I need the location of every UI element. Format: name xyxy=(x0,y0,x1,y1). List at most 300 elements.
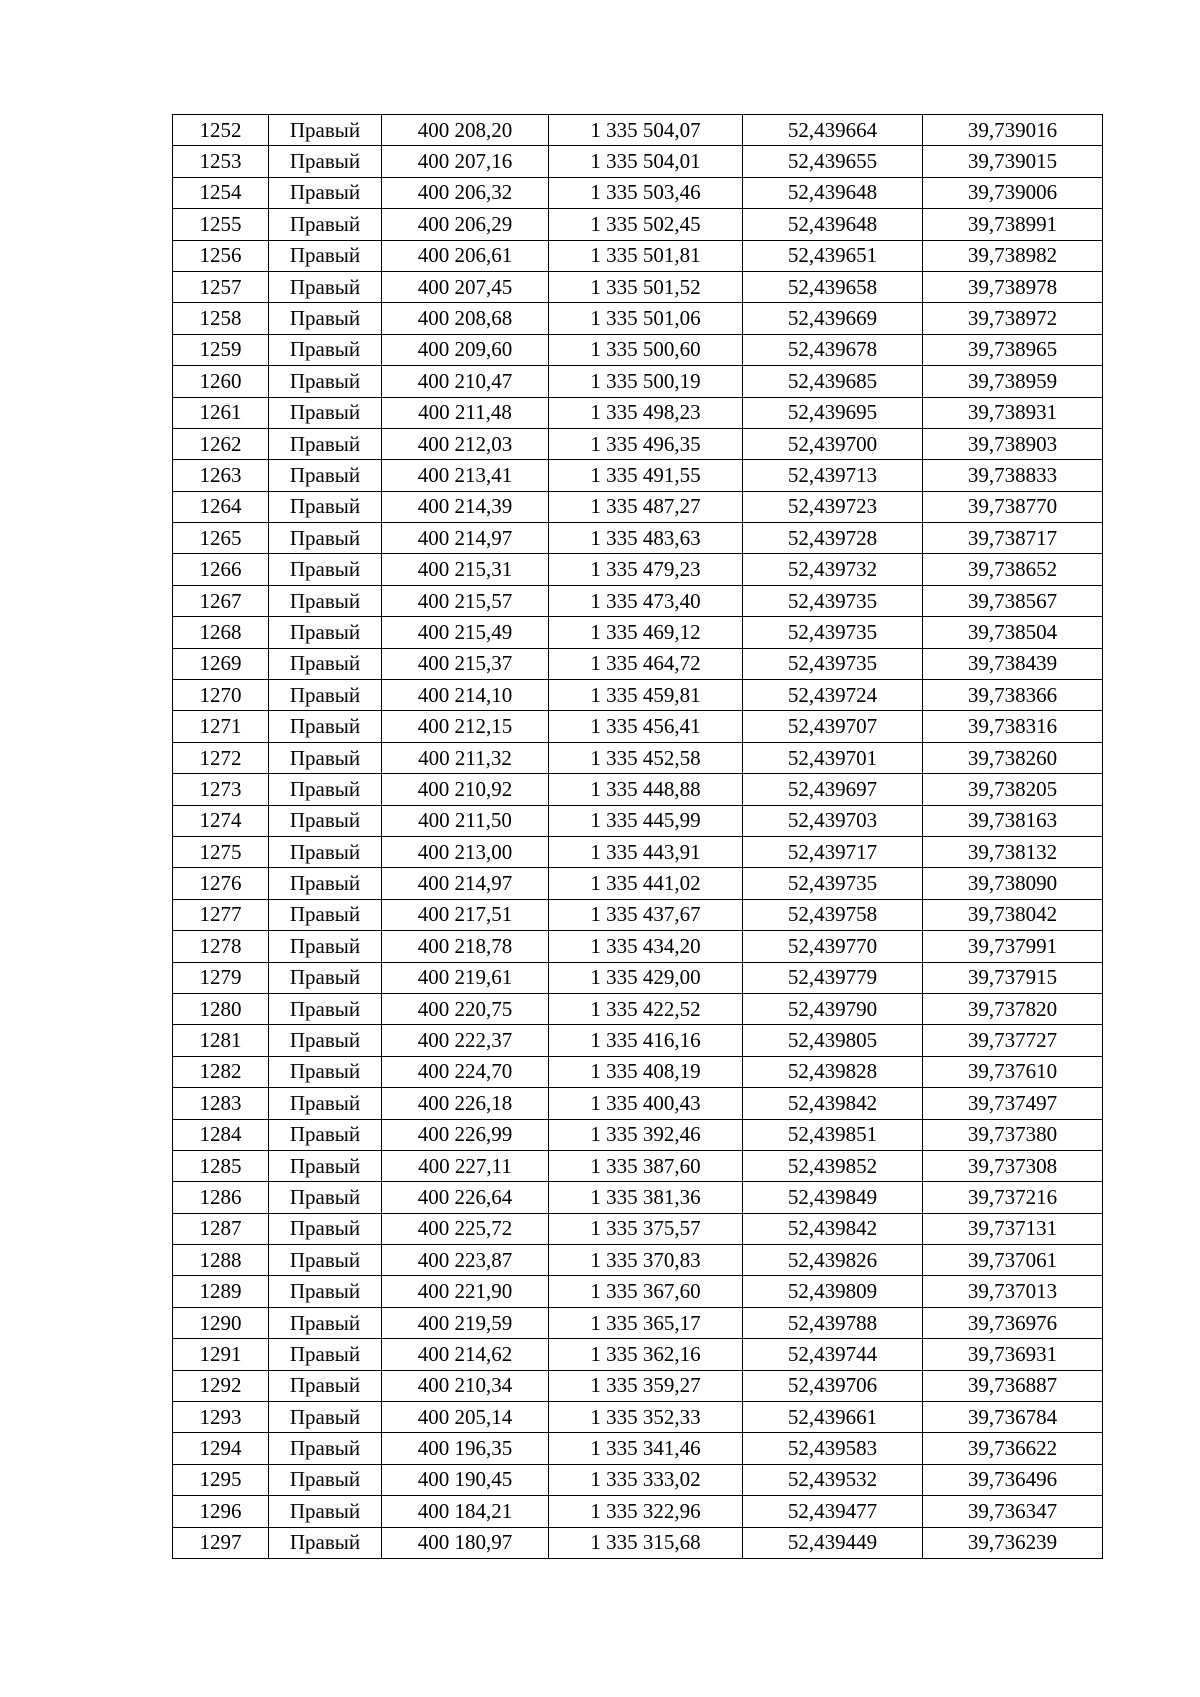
y-coordinate-cell: 1 335 443,91 xyxy=(549,836,743,867)
table-row xyxy=(173,1370,1103,1401)
longitude-cell: 39,737915 xyxy=(923,962,1103,993)
y-coordinate-cell: 1 335 459,81 xyxy=(549,680,743,711)
table-row xyxy=(173,554,1103,585)
side-cell: Правый xyxy=(269,554,382,585)
longitude-cell: 39,736496 xyxy=(923,1464,1103,1495)
x-coordinate-cell: 400 211,32 xyxy=(382,742,549,773)
table-row xyxy=(173,1150,1103,1181)
y-coordinate-cell: 1 335 392,46 xyxy=(549,1119,743,1150)
x-coordinate-cell: 400 227,11 xyxy=(382,1150,549,1181)
point-number-cell: 1254 xyxy=(173,177,269,208)
point-number-cell: 1256 xyxy=(173,240,269,271)
y-coordinate-cell: 1 335 473,40 xyxy=(549,585,743,616)
table-row xyxy=(173,209,1103,240)
point-number-cell: 1269 xyxy=(173,648,269,679)
x-coordinate-cell: 400 213,41 xyxy=(382,460,549,491)
x-coordinate-cell: 400 206,61 xyxy=(382,240,549,271)
longitude-cell: 39,738504 xyxy=(923,617,1103,648)
longitude-cell: 39,737308 xyxy=(923,1150,1103,1181)
side-cell: Правый xyxy=(269,177,382,208)
latitude-cell: 52,439735 xyxy=(743,648,923,679)
side-cell: Правый xyxy=(269,1025,382,1056)
latitude-cell: 52,439664 xyxy=(743,115,923,146)
longitude-cell: 39,738090 xyxy=(923,868,1103,899)
longitude-cell: 39,738132 xyxy=(923,836,1103,867)
point-number-cell: 1289 xyxy=(173,1276,269,1307)
point-number-cell: 1296 xyxy=(173,1496,269,1527)
x-coordinate-cell: 400 208,68 xyxy=(382,303,549,334)
x-coordinate-cell: 400 210,92 xyxy=(382,774,549,805)
longitude-cell: 39,738770 xyxy=(923,491,1103,522)
longitude-cell: 39,737610 xyxy=(923,1056,1103,1087)
side-cell: Правый xyxy=(269,1056,382,1087)
side-cell: Правый xyxy=(269,523,382,554)
point-number-cell: 1271 xyxy=(173,711,269,742)
side-cell: Правый xyxy=(269,805,382,836)
y-coordinate-cell: 1 335 429,00 xyxy=(549,962,743,993)
y-coordinate-cell: 1 335 381,36 xyxy=(549,1182,743,1213)
x-coordinate-cell: 400 217,51 xyxy=(382,899,549,930)
side-cell: Правый xyxy=(269,209,382,240)
x-coordinate-cell: 400 211,48 xyxy=(382,397,549,428)
table-row xyxy=(173,648,1103,679)
side-cell: Правый xyxy=(269,1213,382,1244)
table-row xyxy=(173,303,1103,334)
latitude-cell: 52,439723 xyxy=(743,491,923,522)
table-row xyxy=(173,491,1103,522)
x-coordinate-cell: 400 218,78 xyxy=(382,931,549,962)
y-coordinate-cell: 1 335 422,52 xyxy=(549,993,743,1024)
longitude-cell: 39,738717 xyxy=(923,523,1103,554)
latitude-cell: 52,439828 xyxy=(743,1056,923,1087)
side-cell: Правый xyxy=(269,1150,382,1181)
x-coordinate-cell: 400 219,59 xyxy=(382,1307,549,1338)
longitude-cell: 39,738366 xyxy=(923,680,1103,711)
side-cell: Правый xyxy=(269,899,382,930)
table-row xyxy=(173,1088,1103,1119)
table-row xyxy=(173,805,1103,836)
table-row xyxy=(173,428,1103,459)
y-coordinate-cell: 1 335 362,16 xyxy=(549,1339,743,1370)
latitude-cell: 52,439700 xyxy=(743,428,923,459)
table-row xyxy=(173,711,1103,742)
longitude-cell: 39,736976 xyxy=(923,1307,1103,1338)
side-cell: Правый xyxy=(269,303,382,334)
longitude-cell: 39,738972 xyxy=(923,303,1103,334)
point-number-cell: 1280 xyxy=(173,993,269,1024)
longitude-cell: 39,738260 xyxy=(923,742,1103,773)
point-number-cell: 1255 xyxy=(173,209,269,240)
y-coordinate-cell: 1 335 500,60 xyxy=(549,334,743,365)
y-coordinate-cell: 1 335 387,60 xyxy=(549,1150,743,1181)
latitude-cell: 52,439655 xyxy=(743,146,923,177)
latitude-cell: 52,439695 xyxy=(743,397,923,428)
latitude-cell: 52,439851 xyxy=(743,1119,923,1150)
x-coordinate-cell: 400 206,29 xyxy=(382,209,549,240)
point-number-cell: 1266 xyxy=(173,554,269,585)
x-coordinate-cell: 400 206,32 xyxy=(382,177,549,208)
latitude-cell: 52,439790 xyxy=(743,993,923,1024)
point-number-cell: 1265 xyxy=(173,523,269,554)
table-row xyxy=(173,177,1103,208)
latitude-cell: 52,439583 xyxy=(743,1433,923,1464)
side-cell: Правый xyxy=(269,146,382,177)
table-row xyxy=(173,1464,1103,1495)
point-number-cell: 1284 xyxy=(173,1119,269,1150)
point-number-cell: 1295 xyxy=(173,1464,269,1495)
latitude-cell: 52,439648 xyxy=(743,209,923,240)
table-row xyxy=(173,334,1103,365)
latitude-cell: 52,439685 xyxy=(743,366,923,397)
point-number-cell: 1275 xyxy=(173,836,269,867)
table-row xyxy=(173,774,1103,805)
side-cell: Правый xyxy=(269,1464,382,1495)
longitude-cell: 39,739015 xyxy=(923,146,1103,177)
longitude-cell: 39,738439 xyxy=(923,648,1103,679)
point-number-cell: 1285 xyxy=(173,1150,269,1181)
side-cell: Правый xyxy=(269,240,382,271)
point-number-cell: 1270 xyxy=(173,680,269,711)
latitude-cell: 52,439728 xyxy=(743,523,923,554)
y-coordinate-cell: 1 335 501,52 xyxy=(549,271,743,302)
latitude-cell: 52,439701 xyxy=(743,742,923,773)
table-row xyxy=(173,836,1103,867)
point-number-cell: 1259 xyxy=(173,334,269,365)
side-cell: Правый xyxy=(269,1245,382,1276)
point-number-cell: 1293 xyxy=(173,1402,269,1433)
longitude-cell: 39,738931 xyxy=(923,397,1103,428)
latitude-cell: 52,439842 xyxy=(743,1213,923,1244)
side-cell: Правый xyxy=(269,962,382,993)
longitude-cell: 39,738567 xyxy=(923,585,1103,616)
point-number-cell: 1257 xyxy=(173,271,269,302)
latitude-cell: 52,439724 xyxy=(743,680,923,711)
point-number-cell: 1268 xyxy=(173,617,269,648)
latitude-cell: 52,439449 xyxy=(743,1527,923,1558)
x-coordinate-cell: 400 207,16 xyxy=(382,146,549,177)
longitude-cell: 39,737727 xyxy=(923,1025,1103,1056)
latitude-cell: 52,439744 xyxy=(743,1339,923,1370)
latitude-cell: 52,439717 xyxy=(743,836,923,867)
side-cell: Правый xyxy=(269,1370,382,1401)
x-coordinate-cell: 400 226,18 xyxy=(382,1088,549,1119)
y-coordinate-cell: 1 335 501,06 xyxy=(549,303,743,334)
longitude-cell: 39,736347 xyxy=(923,1496,1103,1527)
y-coordinate-cell: 1 335 464,72 xyxy=(549,648,743,679)
latitude-cell: 52,439779 xyxy=(743,962,923,993)
longitude-cell: 39,736784 xyxy=(923,1402,1103,1433)
y-coordinate-cell: 1 335 359,27 xyxy=(549,1370,743,1401)
table-row xyxy=(173,868,1103,899)
x-coordinate-cell: 400 207,45 xyxy=(382,271,549,302)
side-cell: Правый xyxy=(269,680,382,711)
table-body xyxy=(173,115,1103,1559)
point-number-cell: 1288 xyxy=(173,1245,269,1276)
longitude-cell: 39,737820 xyxy=(923,993,1103,1024)
side-cell: Правый xyxy=(269,366,382,397)
point-number-cell: 1279 xyxy=(173,962,269,993)
longitude-cell: 39,737380 xyxy=(923,1119,1103,1150)
table-row xyxy=(173,1339,1103,1370)
y-coordinate-cell: 1 335 491,55 xyxy=(549,460,743,491)
point-number-cell: 1277 xyxy=(173,899,269,930)
x-coordinate-cell: 400 215,49 xyxy=(382,617,549,648)
x-coordinate-cell: 400 210,47 xyxy=(382,366,549,397)
longitude-cell: 39,738991 xyxy=(923,209,1103,240)
table-row xyxy=(173,1276,1103,1307)
point-number-cell: 1287 xyxy=(173,1213,269,1244)
latitude-cell: 52,439703 xyxy=(743,805,923,836)
table-row xyxy=(173,1433,1103,1464)
latitude-cell: 52,439669 xyxy=(743,303,923,334)
x-coordinate-cell: 400 211,50 xyxy=(382,805,549,836)
side-cell: Правый xyxy=(269,1182,382,1213)
y-coordinate-cell: 1 335 367,60 xyxy=(549,1276,743,1307)
y-coordinate-cell: 1 335 479,23 xyxy=(549,554,743,585)
x-coordinate-cell: 400 220,75 xyxy=(382,993,549,1024)
y-coordinate-cell: 1 335 341,46 xyxy=(549,1433,743,1464)
x-coordinate-cell: 400 213,00 xyxy=(382,836,549,867)
y-coordinate-cell: 1 335 456,41 xyxy=(549,711,743,742)
table-row xyxy=(173,1245,1103,1276)
x-coordinate-cell: 400 205,14 xyxy=(382,1402,549,1433)
side-cell: Правый xyxy=(269,271,382,302)
y-coordinate-cell: 1 335 445,99 xyxy=(549,805,743,836)
table-row xyxy=(173,1213,1103,1244)
latitude-cell: 52,439805 xyxy=(743,1025,923,1056)
longitude-cell: 39,738833 xyxy=(923,460,1103,491)
latitude-cell: 52,439735 xyxy=(743,585,923,616)
x-coordinate-cell: 400 226,64 xyxy=(382,1182,549,1213)
side-cell: Правый xyxy=(269,648,382,679)
longitude-cell: 39,738205 xyxy=(923,774,1103,805)
side-cell: Правый xyxy=(269,774,382,805)
table-row xyxy=(173,617,1103,648)
y-coordinate-cell: 1 335 498,23 xyxy=(549,397,743,428)
longitude-cell: 39,737991 xyxy=(923,931,1103,962)
side-cell: Правый xyxy=(269,1088,382,1119)
x-coordinate-cell: 400 222,37 xyxy=(382,1025,549,1056)
latitude-cell: 52,439826 xyxy=(743,1245,923,1276)
y-coordinate-cell: 1 335 408,19 xyxy=(549,1056,743,1087)
point-number-cell: 1286 xyxy=(173,1182,269,1213)
coordinates-table xyxy=(172,114,1103,1559)
x-coordinate-cell: 400 214,10 xyxy=(382,680,549,711)
table-row xyxy=(173,899,1103,930)
longitude-cell: 39,738965 xyxy=(923,334,1103,365)
x-coordinate-cell: 400 214,97 xyxy=(382,523,549,554)
side-cell: Правый xyxy=(269,585,382,616)
y-coordinate-cell: 1 335 400,43 xyxy=(549,1088,743,1119)
longitude-cell: 39,738982 xyxy=(923,240,1103,271)
longitude-cell: 39,736622 xyxy=(923,1433,1103,1464)
x-coordinate-cell: 400 212,03 xyxy=(382,428,549,459)
latitude-cell: 52,439758 xyxy=(743,899,923,930)
y-coordinate-cell: 1 335 322,96 xyxy=(549,1496,743,1527)
y-coordinate-cell: 1 335 500,19 xyxy=(549,366,743,397)
table-row xyxy=(173,993,1103,1024)
y-coordinate-cell: 1 335 487,27 xyxy=(549,491,743,522)
table-row xyxy=(173,962,1103,993)
x-coordinate-cell: 400 223,87 xyxy=(382,1245,549,1276)
latitude-cell: 52,439651 xyxy=(743,240,923,271)
table-row xyxy=(173,366,1103,397)
x-coordinate-cell: 400 208,20 xyxy=(382,115,549,146)
y-coordinate-cell: 1 335 452,58 xyxy=(549,742,743,773)
longitude-cell: 39,738903 xyxy=(923,428,1103,459)
latitude-cell: 52,439732 xyxy=(743,554,923,585)
side-cell: Правый xyxy=(269,1402,382,1433)
side-cell: Правый xyxy=(269,1339,382,1370)
table-row xyxy=(173,1056,1103,1087)
longitude-cell: 39,737013 xyxy=(923,1276,1103,1307)
point-number-cell: 1253 xyxy=(173,146,269,177)
latitude-cell: 52,439852 xyxy=(743,1150,923,1181)
table-row xyxy=(173,397,1103,428)
x-coordinate-cell: 400 215,57 xyxy=(382,585,549,616)
latitude-cell: 52,439678 xyxy=(743,334,923,365)
longitude-cell: 39,738316 xyxy=(923,711,1103,742)
latitude-cell: 52,439713 xyxy=(743,460,923,491)
side-cell: Правый xyxy=(269,115,382,146)
side-cell: Правый xyxy=(269,397,382,428)
y-coordinate-cell: 1 335 315,68 xyxy=(549,1527,743,1558)
longitude-cell: 39,736239 xyxy=(923,1527,1103,1558)
point-number-cell: 1276 xyxy=(173,868,269,899)
longitude-cell: 39,737131 xyxy=(923,1213,1103,1244)
latitude-cell: 52,439849 xyxy=(743,1182,923,1213)
side-cell: Правый xyxy=(269,617,382,648)
latitude-cell: 52,439770 xyxy=(743,931,923,962)
side-cell: Правый xyxy=(269,1119,382,1150)
x-coordinate-cell: 400 214,39 xyxy=(382,491,549,522)
y-coordinate-cell: 1 335 375,57 xyxy=(549,1213,743,1244)
x-coordinate-cell: 400 190,45 xyxy=(382,1464,549,1495)
point-number-cell: 1261 xyxy=(173,397,269,428)
point-number-cell: 1258 xyxy=(173,303,269,334)
latitude-cell: 52,439661 xyxy=(743,1402,923,1433)
x-coordinate-cell: 400 210,34 xyxy=(382,1370,549,1401)
point-number-cell: 1267 xyxy=(173,585,269,616)
point-number-cell: 1264 xyxy=(173,491,269,522)
x-coordinate-cell: 400 184,21 xyxy=(382,1496,549,1527)
longitude-cell: 39,739016 xyxy=(923,115,1103,146)
side-cell: Правый xyxy=(269,334,382,365)
x-coordinate-cell: 400 196,35 xyxy=(382,1433,549,1464)
side-cell: Правый xyxy=(269,1276,382,1307)
latitude-cell: 52,439788 xyxy=(743,1307,923,1338)
point-number-cell: 1294 xyxy=(173,1433,269,1464)
point-number-cell: 1274 xyxy=(173,805,269,836)
point-number-cell: 1260 xyxy=(173,366,269,397)
y-coordinate-cell: 1 335 416,16 xyxy=(549,1025,743,1056)
longitude-cell: 39,736887 xyxy=(923,1370,1103,1401)
side-cell: Правый xyxy=(269,1527,382,1558)
x-coordinate-cell: 400 215,37 xyxy=(382,648,549,679)
side-cell: Правый xyxy=(269,742,382,773)
table-row xyxy=(173,523,1103,554)
table-row xyxy=(173,1307,1103,1338)
latitude-cell: 52,439532 xyxy=(743,1464,923,1495)
table-row xyxy=(173,115,1103,146)
point-number-cell: 1281 xyxy=(173,1025,269,1056)
point-number-cell: 1272 xyxy=(173,742,269,773)
y-coordinate-cell: 1 335 370,83 xyxy=(549,1245,743,1276)
table-row xyxy=(173,585,1103,616)
x-coordinate-cell: 400 225,72 xyxy=(382,1213,549,1244)
longitude-cell: 39,738042 xyxy=(923,899,1103,930)
table-row xyxy=(173,460,1103,491)
point-number-cell: 1278 xyxy=(173,931,269,962)
point-number-cell: 1262 xyxy=(173,428,269,459)
latitude-cell: 52,439697 xyxy=(743,774,923,805)
side-cell: Правый xyxy=(269,460,382,491)
table-row xyxy=(173,1182,1103,1213)
longitude-cell: 39,737061 xyxy=(923,1245,1103,1276)
side-cell: Правый xyxy=(269,711,382,742)
y-coordinate-cell: 1 335 448,88 xyxy=(549,774,743,805)
side-cell: Правый xyxy=(269,491,382,522)
side-cell: Правый xyxy=(269,1433,382,1464)
y-coordinate-cell: 1 335 352,33 xyxy=(549,1402,743,1433)
latitude-cell: 52,439707 xyxy=(743,711,923,742)
side-cell: Правый xyxy=(269,868,382,899)
y-coordinate-cell: 1 335 503,46 xyxy=(549,177,743,208)
table-row xyxy=(173,742,1103,773)
x-coordinate-cell: 400 226,99 xyxy=(382,1119,549,1150)
table-row xyxy=(173,1402,1103,1433)
latitude-cell: 52,439735 xyxy=(743,617,923,648)
latitude-cell: 52,439658 xyxy=(743,271,923,302)
y-coordinate-cell: 1 335 504,07 xyxy=(549,115,743,146)
y-coordinate-cell: 1 335 502,45 xyxy=(549,209,743,240)
side-cell: Правый xyxy=(269,931,382,962)
x-coordinate-cell: 400 209,60 xyxy=(382,334,549,365)
longitude-cell: 39,736931 xyxy=(923,1339,1103,1370)
point-number-cell: 1283 xyxy=(173,1088,269,1119)
latitude-cell: 52,439735 xyxy=(743,868,923,899)
longitude-cell: 39,738163 xyxy=(923,805,1103,836)
longitude-cell: 39,737497 xyxy=(923,1088,1103,1119)
latitude-cell: 52,439477 xyxy=(743,1496,923,1527)
x-coordinate-cell: 400 221,90 xyxy=(382,1276,549,1307)
side-cell: Правый xyxy=(269,836,382,867)
side-cell: Правый xyxy=(269,1496,382,1527)
y-coordinate-cell: 1 335 437,67 xyxy=(549,899,743,930)
table-row xyxy=(173,1496,1103,1527)
x-coordinate-cell: 400 215,31 xyxy=(382,554,549,585)
latitude-cell: 52,439842 xyxy=(743,1088,923,1119)
y-coordinate-cell: 1 335 365,17 xyxy=(549,1307,743,1338)
point-number-cell: 1252 xyxy=(173,115,269,146)
table-row xyxy=(173,1119,1103,1150)
y-coordinate-cell: 1 335 504,01 xyxy=(549,146,743,177)
side-cell: Правый xyxy=(269,428,382,459)
point-number-cell: 1297 xyxy=(173,1527,269,1558)
y-coordinate-cell: 1 335 469,12 xyxy=(549,617,743,648)
point-number-cell: 1290 xyxy=(173,1307,269,1338)
point-number-cell: 1263 xyxy=(173,460,269,491)
table-row xyxy=(173,1025,1103,1056)
x-coordinate-cell: 400 219,61 xyxy=(382,962,549,993)
longitude-cell: 39,738652 xyxy=(923,554,1103,585)
longitude-cell: 39,737216 xyxy=(923,1182,1103,1213)
longitude-cell: 39,738959 xyxy=(923,366,1103,397)
side-cell: Правый xyxy=(269,993,382,1024)
latitude-cell: 52,439706 xyxy=(743,1370,923,1401)
point-number-cell: 1273 xyxy=(173,774,269,805)
y-coordinate-cell: 1 335 496,35 xyxy=(549,428,743,459)
